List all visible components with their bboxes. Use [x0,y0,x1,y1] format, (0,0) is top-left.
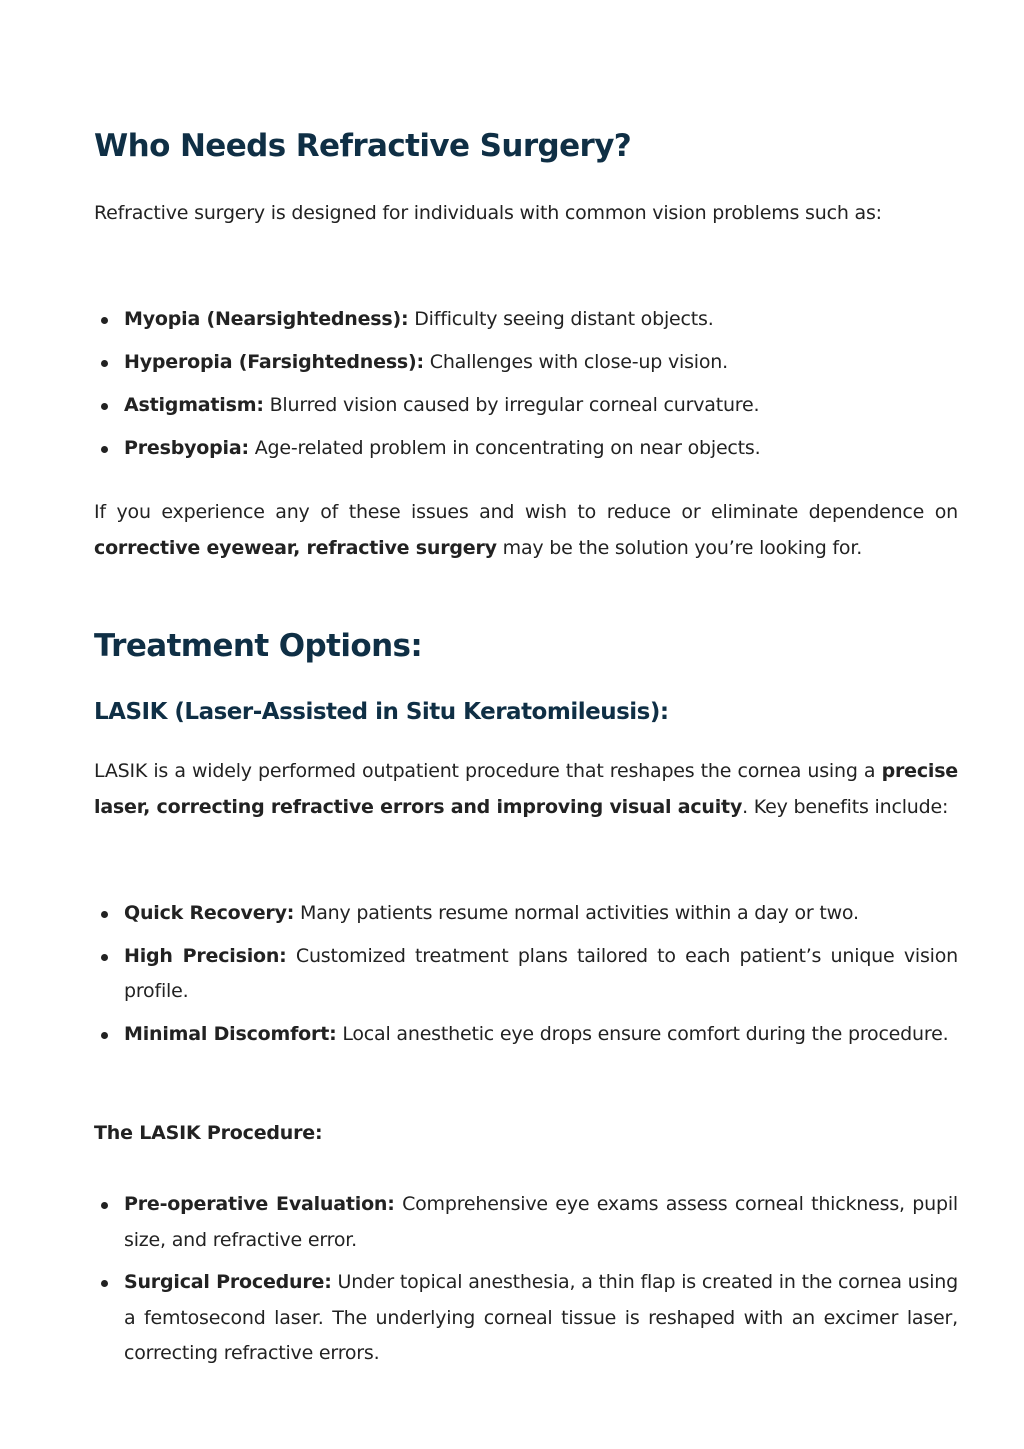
intro-paragraph: Refractive surgery is designed for individuals with common vision problems such as: [94,202,882,224]
term-surgical-procedure: Surgical Procedure: [124,1271,332,1293]
closing-text-after: may be the solution you’re looking for. [496,536,863,559]
term-pre-operative: Pre-operative Evaluation: [124,1193,395,1215]
closing-text-bold: corrective eyewear, refractive surgery [94,536,497,559]
desc-minimal-discomfort: Local anesthetic eye drops ensure comfort during the procedure. [336,1022,949,1045]
desc-astigmatism: Blurred vision caused by irregular corneal curvature. [263,394,760,416]
list-item-high-precision [94,939,958,1010]
desc-quick-recovery: Many patients resume normal activities within a day or two. [294,902,859,924]
procedure-label: The LASIK Procedure: [94,1122,323,1144]
list-item-quick-recovery [94,896,958,932]
desc-presbyopia: Age-related problem in concentrating on near objects. [248,437,761,459]
lasik-intro-before: LASIK is a widely performed outpatient procedure that reshapes the cornea using a [94,760,882,782]
lasik-benefits-list [94,896,958,1052]
heading-who-needs-surgery: Who Needs Refractive Surgery? [94,128,632,164]
closing-text-before: If you experience any of these issues and wish to reduce or eliminate dependence on [94,501,958,523]
lasik-intro-after: . Key benefits include: [742,795,949,818]
desc-hyperopia: Challenges with close-up vision. [423,351,728,373]
term-myopia: Myopia (Nearsightedness): [124,308,409,330]
list-item-surgical-procedure [94,1265,958,1372]
list-item-hyperopia [94,345,958,381]
term-presbyopia: Presbyopia: [124,437,249,459]
list-item-myopia [94,302,958,338]
list-item-minimal-discomfort [94,1017,958,1053]
heading-lasik: LASIK (Laser-Assisted in Situ Keratomileusis): [94,699,669,725]
desc-high-precision: Customized treatment plans tailored to each patient’s unique vision profile. [124,944,958,1002]
desc-pre-operative: Comprehensive eye exams assess corneal thickness, pupil size, and refractive error. [124,1193,958,1251]
desc-surgical-procedure: Under topical anesthesia, a thin flap is created in the cornea using a femtosecond laser. The underlying corneal tissue is reshaped with an excimer laser, correcting refractive errors. [124,1271,958,1364]
term-quick-recovery: Quick Recovery: [124,902,295,924]
list-item-presbyopia [94,431,958,467]
term-high-precision: High Precision: [124,944,287,967]
closing-paragraph [94,495,958,566]
lasik-intro-paragraph [94,754,958,825]
list-item-astigmatism [94,388,958,424]
list-item-pre-operative [94,1187,958,1258]
desc-myopia: Difficulty seeing distant objects. [408,308,714,330]
term-hyperopia: Hyperopia (Farsightedness): [124,351,424,373]
procedure-steps-list [94,1187,958,1372]
lasik-intro-bold: precise laser, correcting refractive errors and improving visual acuity [94,760,958,818]
term-minimal-discomfort: Minimal Discomfort: [124,1022,337,1045]
term-astigmatism: Astigmatism: [124,394,264,416]
heading-treatment-options: Treatment Options: [94,628,423,664]
vision-problems-list [94,302,958,467]
